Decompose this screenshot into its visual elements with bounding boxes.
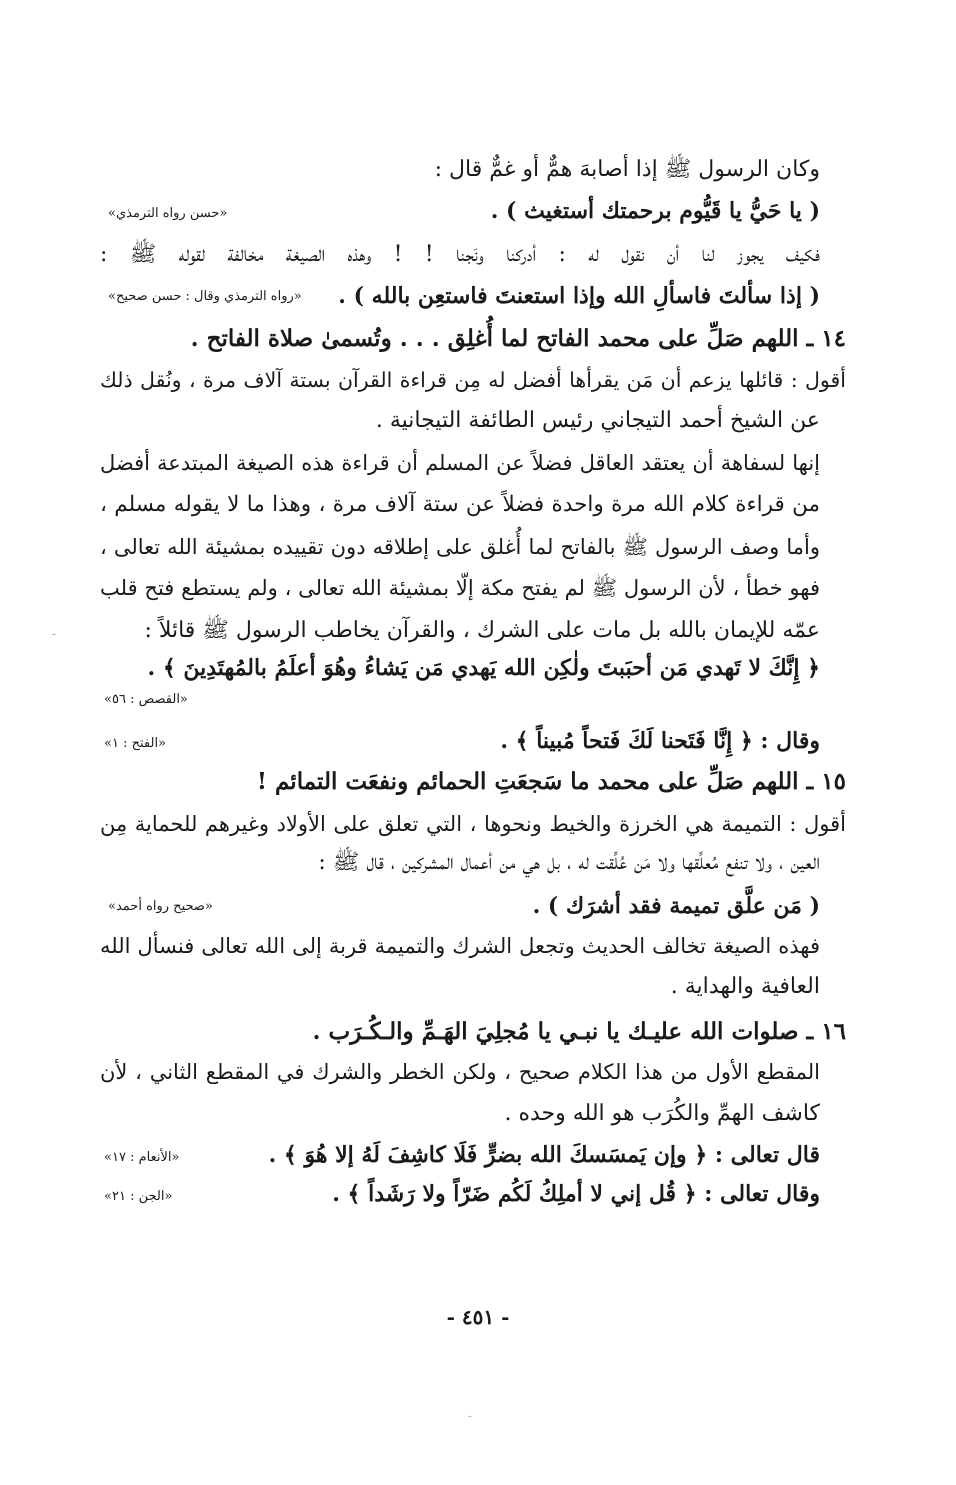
text-line: وكان الرسول ﷺ إذا أصابهَ همٌّ أو غمٌّ قال :	[434, 157, 820, 182]
hadith-line: ( مَن علَّق تميمة فقد أشرَك ) .	[532, 893, 820, 919]
page-number: - ٤٥١ -	[446, 1305, 510, 1329]
text-line: فهذه الصيغة تخالف الحديث وتجعل الشرك والتميمة قربة إلى الله تعالى فنسأل الله	[100, 934, 820, 958]
text-line: أقول : قائلها يزعم أن مَن يقرأها أفضل له مِن قراءة القرآن بستة آلاف مرة ، ونُقل ذلك	[100, 368, 846, 392]
citation: «الفتح : ١»	[104, 736, 167, 751]
text-line: كاشف الهمِّ والكُرَب هو الله وحده .	[504, 1101, 820, 1126]
text-line: المقطع الأول من هذا الكلام صحيح ، ولكن الخطر والشرك في المقطع الثاني ، لأن	[100, 1060, 820, 1084]
margin-mark: ـ	[52, 624, 56, 638]
quran-verse: وقال تعالى : ﴿ قُل إني لا أملِكُ لَكُم ضَرّاً ولا رَشَداً ﴾ .	[332, 1181, 820, 1207]
text-line: العين ، ولا تنفع مُعلِّقها ولا مَن عُلِّقت له ، بل هي من أعمال المشركين ، قال ﷺ :	[318, 850, 820, 875]
quran-verse: وقال : ﴿ إِنَّا فَتَحنا لَكَ فَتحاً مُبيناً ﴾ .	[500, 728, 820, 754]
section-heading-15: ١٥ ـ اللهم صَلِّ على محمد ما سَجعَتِ الحمائم ونفعَت التمائم !	[256, 768, 846, 795]
hadith-line: ( يا حَيُّ يا قَيُّوم برحمتك أستغيث ) .	[490, 198, 820, 224]
text-line: وأما وصف الرسول ﷺ بالفاتح لما أُغلق على إطلاقه دون تقييده بمشيئة الله تعالى ،	[100, 535, 820, 559]
text-line: عن الشيخ أحمد التيجاني رئيس الطائفة التيجانية .	[375, 408, 820, 433]
citation: «القصص : ٥٦»	[104, 692, 188, 707]
citation: «الجن : ٢١»	[104, 1189, 173, 1204]
citation: «رواه الترمذي وقال : حسن صحيح»	[108, 289, 302, 304]
quran-verse: ﴿ إِنَّكَ لا تَهدي مَن أحبَبتَ ولٰكِن الله يَهدي مَن يَشاءُ وهُوَ أعلَمُ بالمُهتَدِينَ ﴾ .	[147, 655, 820, 681]
text-line: إنها لسفاهة أن يعتقد العاقل فضلاً عن المسلم أن قراءة هذه الصيغة المبتدعة أفضل	[100, 451, 820, 475]
margin-mark: ـ	[468, 1406, 472, 1420]
text-line: فكيف يجوز لنا أن نقول له : أدركنا ونَجنا ! ! وهذه الصيغة مخالفة لقوله ﷺ :	[100, 242, 820, 267]
citation: «حسن رواه الترمذي»	[108, 206, 228, 221]
text-line: العافية والهداية .	[670, 974, 820, 999]
citation: «الأنعام : ١٧»	[104, 1150, 180, 1165]
text-line: من قراءة كلام الله مرة واحدة فضلاً عن ستة آلاف مرة ، وهذا ما لا يقوله مسلم ،	[100, 492, 820, 517]
text-line: عمّه للإيمان بالله بل مات على الشرك ، والقرآن يخاطب الرسول ﷺ قائلاً :	[144, 618, 820, 643]
section-heading-16: ١٦ ـ صلوات الله عليـك يا نبـي يا مُجلِيَ الهَـمِّ والـكُـرَب .	[312, 1018, 846, 1045]
text-line: أقول : التميمة هي الخرزة والخيط ونحوها ، التي تعلق على الأولاد وغيرهم للحماية مِن	[100, 812, 846, 836]
hadith-line: ( إذا سألتَ فاسألِ الله وإذا استعنتَ فاستعِن بالله ) .	[338, 283, 820, 309]
citation: «صحيح رواه أحمد»	[108, 899, 213, 914]
text-line: فهو خطأ ، لأن الرسول ﷺ لم يفتح مكة إلّا بمشيئة الله تعالى ، ولم يستطع فتح قلب	[100, 576, 820, 600]
section-heading-14: ١٤ ـ اللهم صَلِّ على محمد الفاتح لما أُغلِق . . . وتُسمىٰ صلاة الفاتح .	[190, 325, 846, 352]
quran-verse: قال تعالى : ﴿ وإن يَمسَسكَ الله بضرٍّ فَلَا كاشِفَ لَهُ إلا هُوَ ﴾ .	[268, 1142, 820, 1168]
